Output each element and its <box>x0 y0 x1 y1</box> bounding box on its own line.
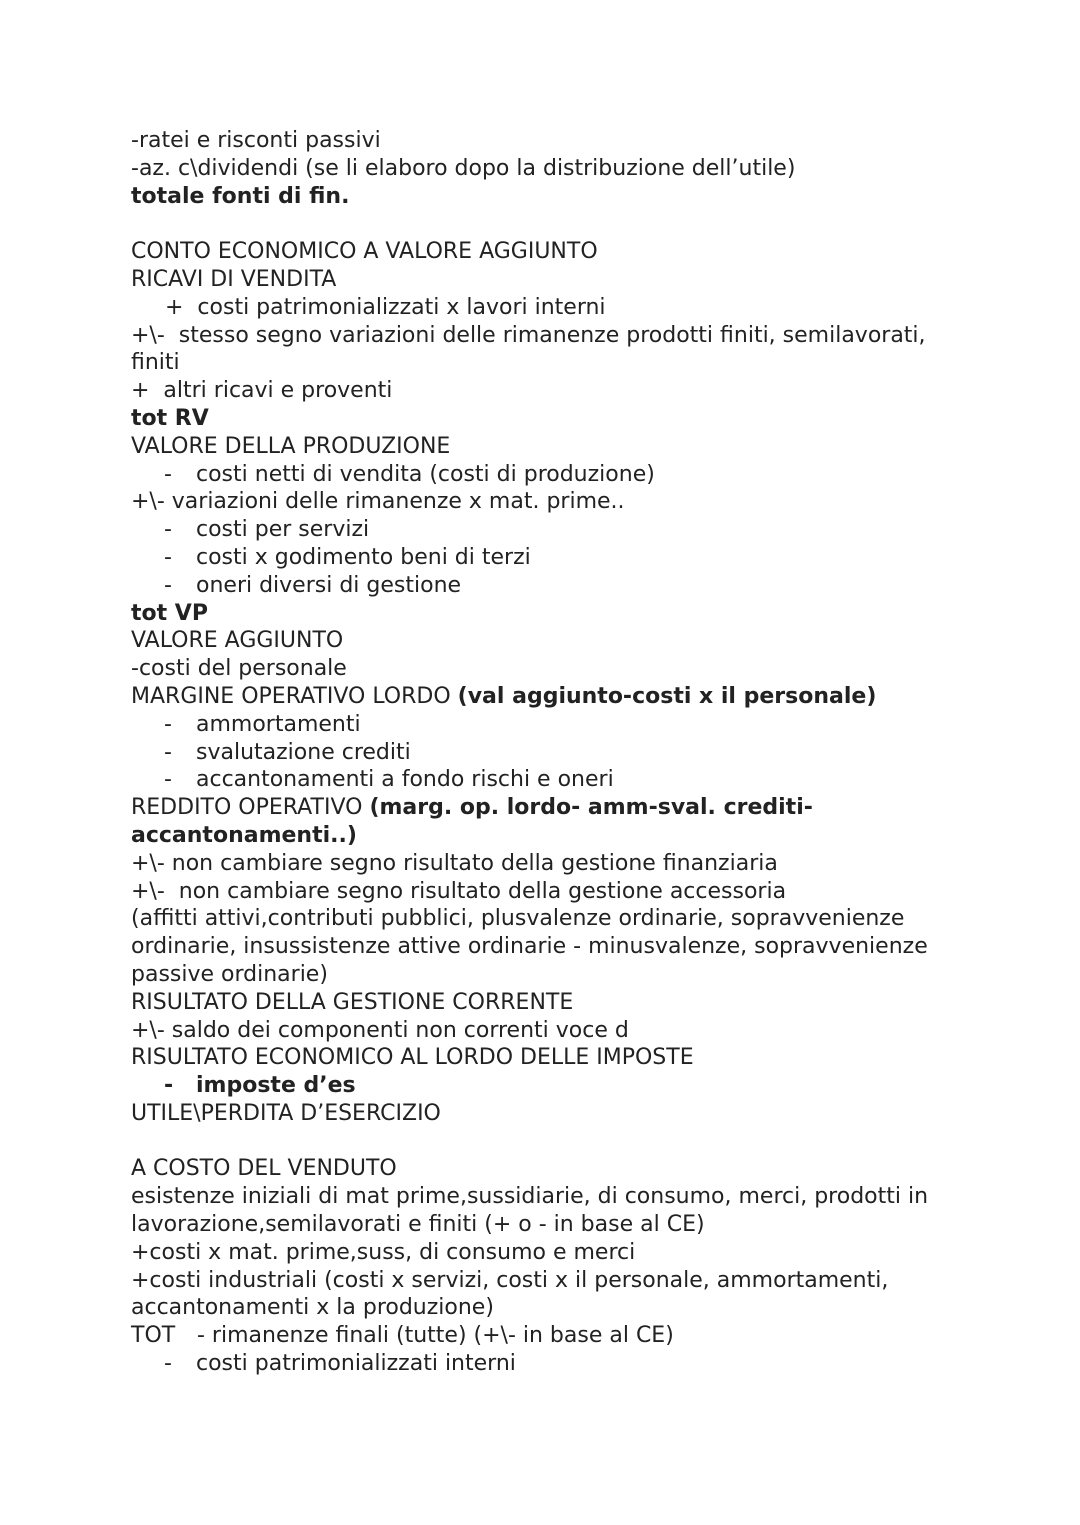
line-esistenze-iniziali: esistenze iniziali di mat prime,sussidiarie, di consumo, merci, prodotti in lavorazione,semilavorati e finiti (+ o - in base al CE) <box>131 1184 936 1238</box>
list-item <box>131 572 961 600</box>
document-page <box>131 127 961 1378</box>
heading-costo-venduto: A COSTO DEL VENDUTO <box>131 1156 397 1182</box>
line-costi-mat-prime: +costi x mat. prime,suss, di consumo e merci <box>131 1239 636 1265</box>
tot-label: TOT <box>131 1323 176 1349</box>
mol-note: (val aggiunto-costi x il personale) <box>457 683 877 709</box>
line-risultato-lordo-imposte: RISULTATO ECONOMICO AL LORDO DELLE IMPOSTE <box>131 1045 694 1071</box>
line-variazioni-mat-prime: +\- variazioni delle rimanenze x mat. prime.. <box>131 489 625 515</box>
list-item-text: costi netti di vendita (costi di produzione) <box>196 461 655 487</box>
list-item-text: svalutazione crediti <box>196 739 411 765</box>
list-item <box>131 516 961 544</box>
list-item-text: imposte d’es <box>196 1073 356 1099</box>
spacer <box>131 210 961 238</box>
list-item <box>131 544 961 572</box>
line-risultato-gestione-corrente: RISULTATO DELLA GESTIONE CORRENTE <box>131 989 574 1015</box>
bullet-dash: - <box>164 461 172 487</box>
line-reddito-operativo <box>131 794 961 850</box>
bullet-dash: - <box>164 517 172 543</box>
mol-label: MARGINE OPERATIVO LORDO <box>131 683 458 709</box>
line-tot-rv: tot RV <box>131 405 209 431</box>
line-valore-aggiunto: VALORE AGGIUNTO <box>131 628 344 654</box>
bullet-dash: - <box>164 1073 174 1099</box>
list-item-text: costi x godimento beni di terzi <box>196 544 531 570</box>
bullet-dash: - <box>164 739 172 765</box>
bullet-dash: - <box>164 544 172 570</box>
line-margine-operativo-lordo <box>131 683 961 711</box>
line-tot-vp: tot VP <box>131 600 208 626</box>
bullet-dash: - <box>164 572 172 598</box>
bullet-dash: - <box>164 1351 172 1377</box>
list-item <box>131 1350 961 1378</box>
line-saldo-componenti: +\- saldo dei componenti non correnti voce d <box>131 1017 629 1043</box>
tot-text: - rimanenze finali (tutte) (+\- in base al CE) <box>197 1323 674 1349</box>
ro-note: (marg. op. lordo- amm-sval. crediti-accantonamenti..) <box>131 795 813 848</box>
line-costi-industriali: +costi industriali (costi x servizi, costi x il personale, ammortamenti, accantonamenti x la produzione) <box>131 1267 896 1321</box>
list-item-text: accantonamenti a fondo rischi e oneri <box>196 767 614 793</box>
spacer <box>131 1128 961 1156</box>
list-item <box>131 739 961 767</box>
list-item-text: ammortamenti <box>196 711 361 737</box>
line-altri-ricavi: + altri ricavi e proventi <box>131 378 393 404</box>
line-gestione-finanziaria: +\- non cambiare segno risultato della gestione finanziaria <box>131 850 778 876</box>
bullet-dash: - <box>164 767 172 793</box>
line-costi-patrimonializzati: + costi patrimonializzati x lavori interni <box>165 294 606 320</box>
list-item-text: costi patrimonializzati interni <box>196 1351 516 1377</box>
bullet-dash: - <box>164 711 172 737</box>
list-item-text: costi per servizi <box>196 517 370 543</box>
list-item <box>131 461 961 489</box>
list-item-text: oneri diversi di gestione <box>196 572 462 598</box>
line-variazioni-rimanenze-prodotti: +\- stesso segno variazioni delle rimanenze prodotti finiti, semilavorati, finiti <box>131 322 933 376</box>
ro-label: REDDITO OPERATIVO <box>131 795 370 821</box>
list-item <box>131 766 961 794</box>
line-ricavi-vendita: RICAVI DI VENDITA <box>131 266 337 292</box>
line-gestione-accessoria: +\- non cambiare segno risultato della gestione accessoria <box>131 878 787 904</box>
line-dividendi: -az. c\dividendi (se li elaboro dopo la distribuzione dell’utile) <box>131 155 796 181</box>
line-utile-perdita: UTILE\PERDITA D’ESERCIZIO <box>131 1100 441 1126</box>
line-affitti-attivi: (affitti attivi,contributi pubblici, plusvalenze ordinarie, sopravvenienze ordinarie, insussistenze attive ordinarie - minusvalenze, sopravvenienze passive ordinarie) <box>131 906 935 987</box>
line-costi-personale: -costi del personale <box>131 656 347 682</box>
line-valore-produzione: VALORE DELLA PRODUZIONE <box>131 433 451 459</box>
list-item <box>131 711 961 739</box>
line-tot-rimanenze <box>131 1322 961 1350</box>
line-totale-fonti: totale fonti di fin. <box>131 183 350 209</box>
line-ratei: -ratei e risconti passivi <box>131 128 381 153</box>
heading-conto-economico-va: CONTO ECONOMICO A VALORE AGGIUNTO <box>131 239 598 265</box>
list-item <box>131 1072 961 1100</box>
